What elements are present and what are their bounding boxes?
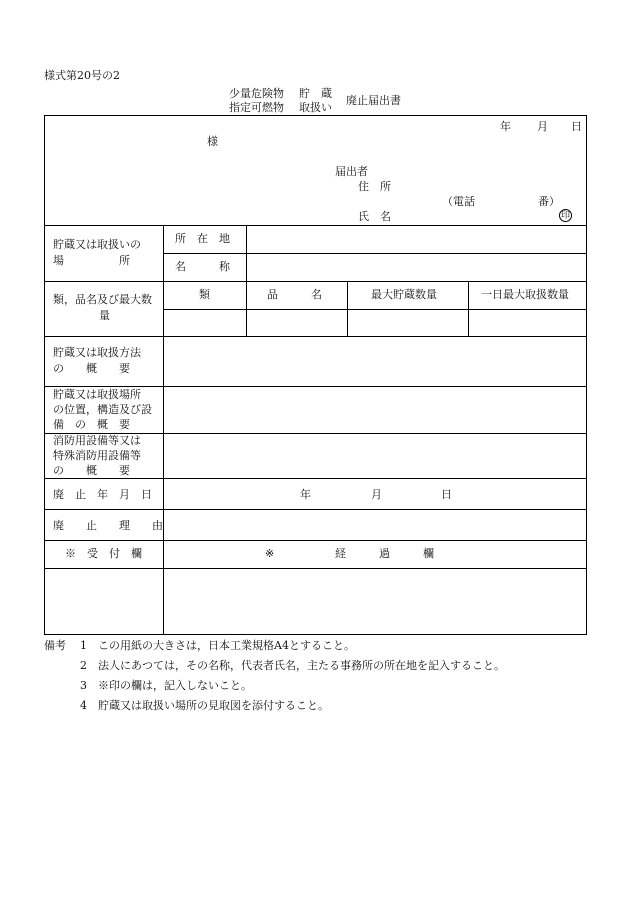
abolish-day: 日 [441, 488, 452, 501]
abolish-year: 年 [300, 488, 311, 501]
place-label-2: の位置，構造及び設 [53, 403, 152, 416]
note-number: 3 [80, 679, 87, 692]
note-number: 1 [80, 639, 87, 652]
note-text: 貯蔵又は取扱い場所の見取図を添付すること。 [98, 699, 329, 712]
notification-form [44, 115, 587, 635]
rule [468, 281, 469, 336]
fire-label-3: の 概 要 [53, 464, 130, 477]
rule [347, 281, 348, 336]
note-number: 2 [80, 659, 87, 672]
abolish-date-label: 廃 止 年 月 日 [53, 488, 152, 501]
title-line1-b: 貯 蔵 [299, 87, 332, 100]
place-label-3: 備 の 概 要 [53, 418, 130, 431]
addressee: 様 [207, 135, 218, 148]
rule [45, 386, 586, 387]
rule [45, 225, 586, 226]
note-text: ※印の欄は，記入しないこと。 [98, 679, 252, 692]
form-number: 様式第20号の2 [44, 69, 120, 82]
date-day: 日 [571, 120, 582, 133]
kinds-label-1: 類，品名及び最大数 [53, 293, 152, 306]
date-month: 月 [537, 120, 548, 133]
rule [163, 253, 586, 254]
phone-open: （電話 [442, 195, 475, 208]
title-line2-b: 取扱い [299, 101, 332, 114]
notifier-label: 届出者 [335, 165, 368, 178]
rule [45, 336, 586, 337]
rule [45, 478, 586, 479]
note-text: 法人にあつては，その名称，代表者氏名，主たる事務所の所在地を記入すること。 [98, 659, 505, 672]
rule [163, 309, 586, 310]
rule [45, 509, 586, 510]
rule [45, 281, 586, 282]
reception-label: ※ 受 付 欄 [65, 547, 142, 560]
place-label-1: 貯蔵又は取扱場所 [53, 388, 141, 401]
rule [246, 225, 247, 281]
location-label-2: 場 所 [53, 254, 130, 267]
location-name-label: 名 称 [175, 260, 230, 273]
title-line2-a: 指定可燃物 [229, 101, 284, 114]
name-label: 氏 名 [358, 210, 391, 223]
location-label-1: 貯蔵又は取扱いの [53, 238, 141, 251]
progress-mark: ※ [265, 547, 275, 560]
location-address-label: 所 在 地 [175, 232, 230, 245]
address-label: 住 所 [358, 180, 391, 193]
col-max-storage: 最大貯蔵数量 [371, 288, 437, 301]
col-daily-max: 一日最大取扱数量 [481, 288, 569, 301]
date-year: 年 [500, 120, 511, 133]
fire-label-1: 消防用設備等又は [53, 434, 141, 447]
abolish-month: 月 [371, 488, 382, 501]
progress-label: 経 過 欄 [335, 547, 434, 560]
rule [246, 281, 247, 336]
kinds-label-2: 量 [99, 309, 110, 322]
col-item: 品 名 [267, 288, 322, 301]
phone-close: 番） [538, 195, 560, 208]
note-number: 4 [80, 699, 87, 712]
seal-icon: 印 [560, 211, 570, 221]
rule [45, 540, 586, 541]
abolish-reason-label: 廃 止 理 由 [53, 519, 163, 532]
notes-head: 備考 [44, 639, 66, 652]
title-suffix: 廃止届出書 [346, 94, 401, 107]
note-text: この用紙の大きさは，日本工業規格A4とすること。 [98, 639, 355, 652]
fire-label-2: 特殊消防用設備等 [53, 449, 141, 462]
method-label-2: の 概 要 [53, 362, 130, 375]
col-kind: 類 [199, 288, 210, 301]
rule [163, 225, 164, 634]
rule [45, 568, 586, 569]
method-label-1: 貯蔵又は取扱方法 [53, 346, 141, 359]
title-line1-a: 少量危険物 [229, 87, 284, 100]
